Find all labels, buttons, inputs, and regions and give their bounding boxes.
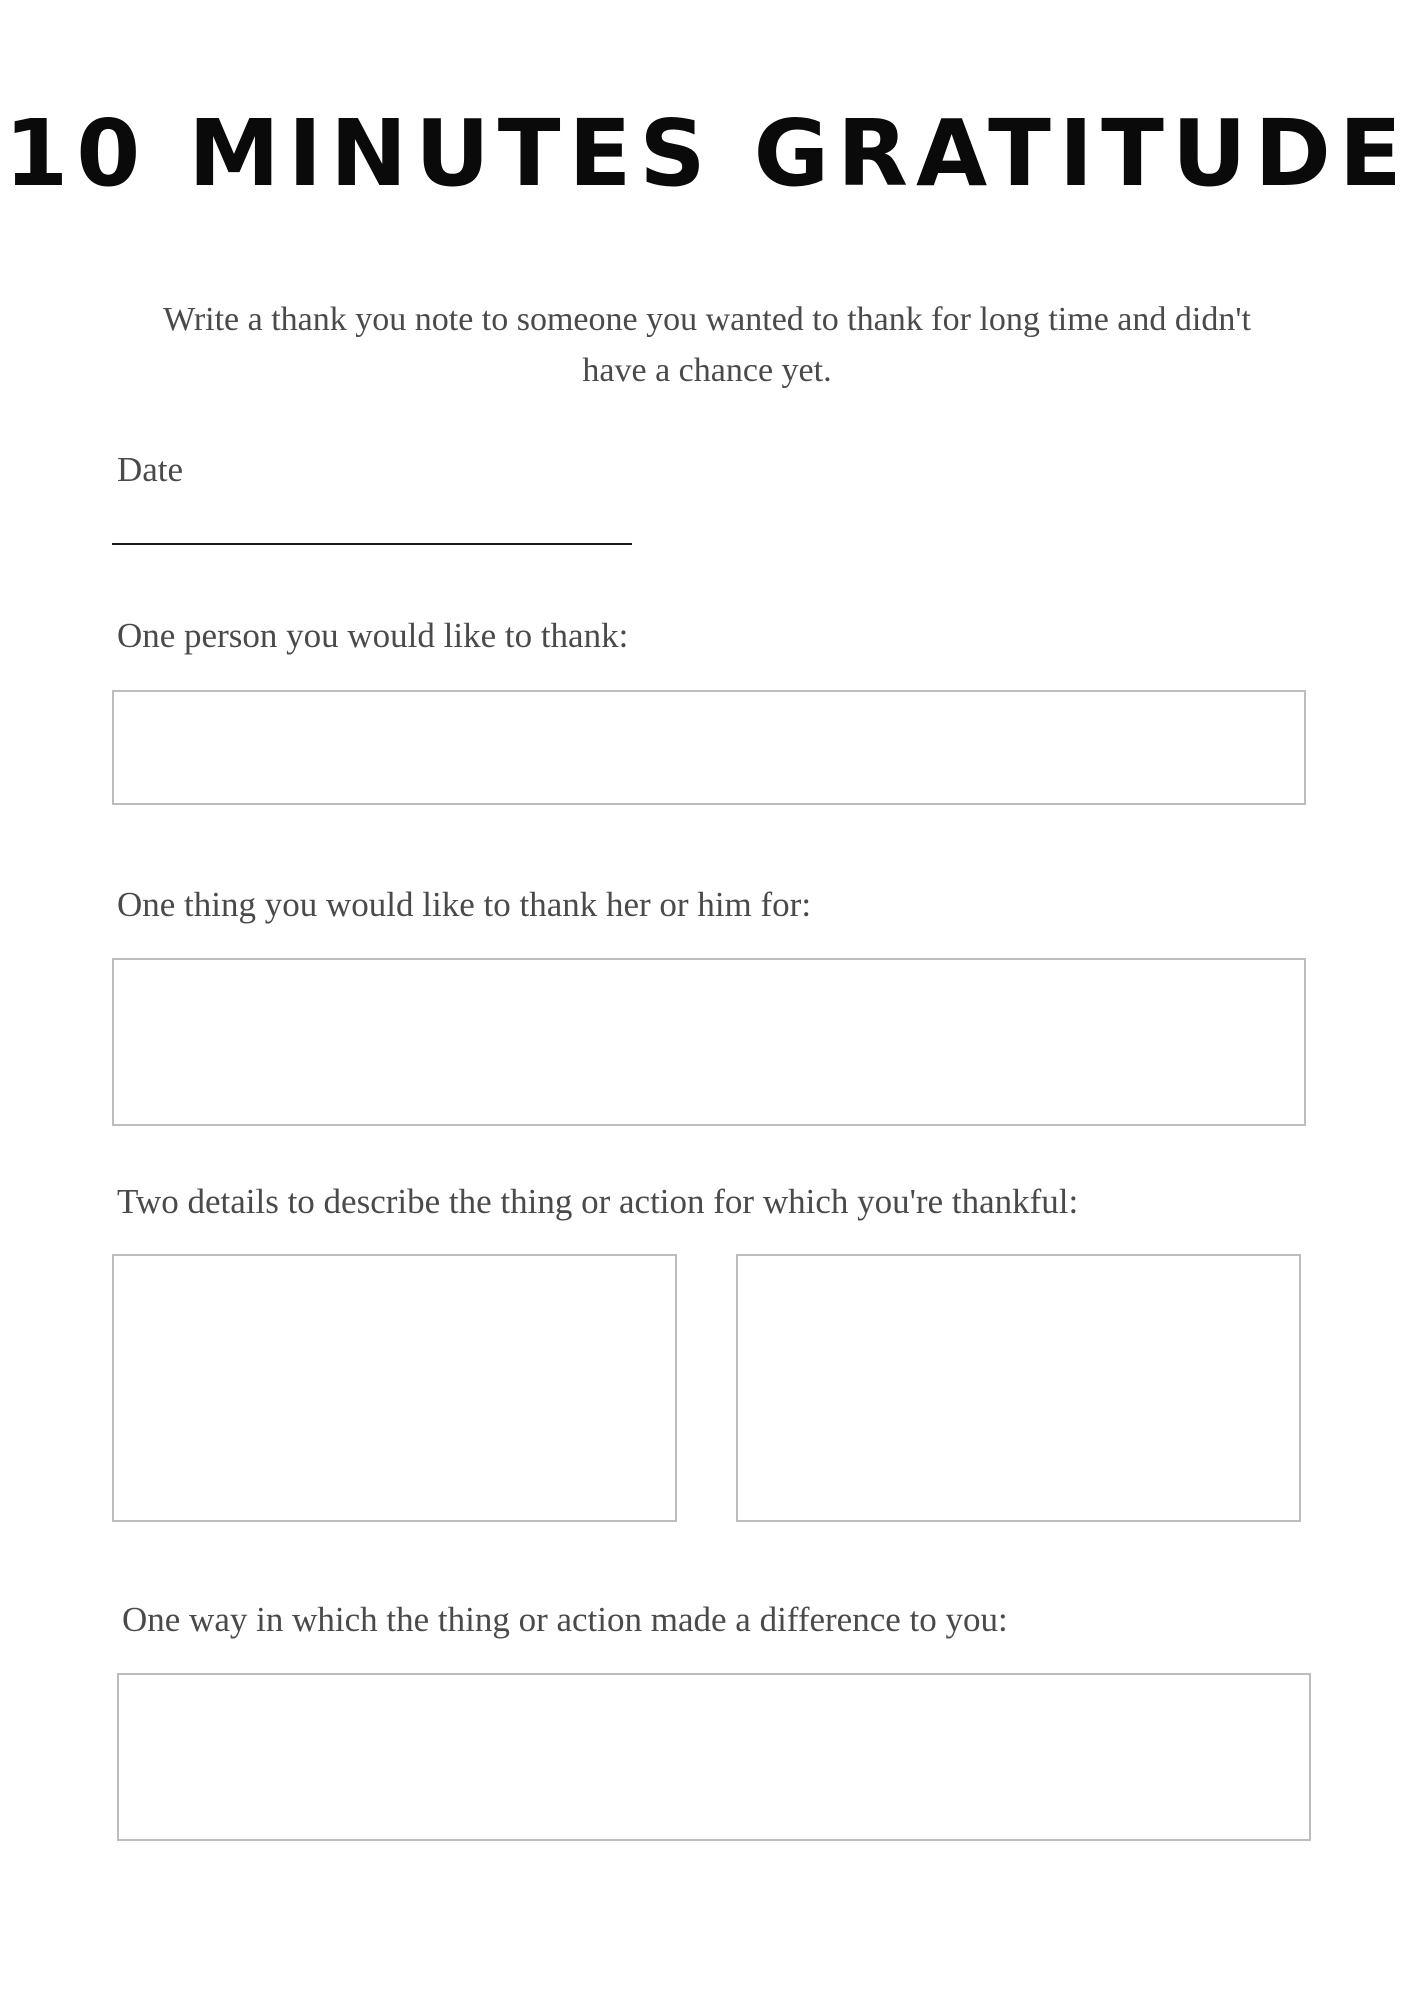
date-label: Date [117,450,184,489]
difference-answer-box[interactable] [117,1673,1311,1841]
date-field[interactable] [112,543,632,545]
detail-one-box[interactable] [112,1254,677,1522]
person-prompt: One person you would like to thank: [117,616,629,655]
thing-prompt: One thing you would like to thank her or him for: [117,885,812,924]
intro-text: Write a thank you note to someone you wanted to thank for long time and didn't have a chance yet. [163,301,1251,389]
detail-two-box[interactable] [736,1254,1301,1522]
page-title: 10 MINUTES GRATITUDE [4,100,1410,207]
difference-prompt: One way in which the thing or action made a difference to you: [122,1600,1008,1639]
thing-answer-box[interactable] [112,958,1306,1126]
person-answer-box[interactable] [112,690,1306,805]
details-prompt: Two details to describe the thing or action for which you're thankful: [117,1182,1079,1221]
